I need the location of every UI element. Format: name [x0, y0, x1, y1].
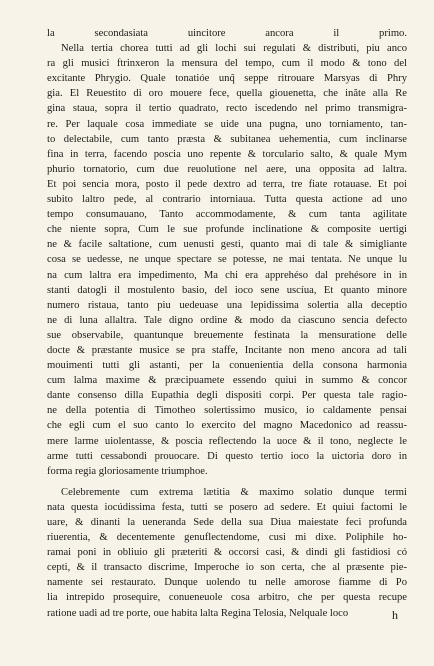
text-line: lia intrepido prosequire, conueneuole cosa arbitro, che per questa recupe [47, 592, 407, 604]
text-line: namente sei restaurato. Dunque uolendo tu nelle amorose fiamme di Po [47, 577, 407, 589]
text-line: excitante Phrygio. Quale tonatióe unq̃ seppe ritrouare Marsyas di Phry [47, 73, 407, 85]
text-line: gina staua, sopra il tertio quadrato, recto iscedendo nel primo transmigra- [47, 103, 407, 115]
text-line: stanti datogli il mostulento basio, del ioco sene uscíua, Et quanto minore [47, 284, 407, 296]
text-line: Nella tertia chorea tutti ad gli lochi sui regulati & distributi, piu anco [61, 43, 407, 55]
text-line: arme tutti cessabondi prouocare. Di questo tertio ioco la uictoria doro in [47, 450, 407, 462]
text-line: Et poi sencia mora, posto il pede dextro ad terra, tre fiate rotauase. Et poi [47, 178, 407, 190]
text-line: re. Per laquale cosa immediate se uide una pugna, uno torniamento, tan- [47, 118, 407, 130]
text-line: ne di luna allaltra. Tale digno ordine & modo da ciascuno sencia defecto [47, 314, 407, 326]
text-line: na cum laltra era impedimento, Ma chi era apprehéso dal prehésore in in [47, 269, 407, 281]
text-line: numero ristaua, tanto piu uedeuase una lepidissima solertia alla deceptio [47, 299, 407, 311]
text-line: la secondasiata uincitore ancora il primo. [47, 28, 407, 39]
text-line: Celebremente cum extrema lætitia & maximo solatio dunque termi [61, 486, 407, 498]
text-line: ne & facile saltatione, cum uenusti gesti, quanto mai di tale & simigliante [47, 239, 407, 251]
text-line: riuerentia, & decentemente genuflectendome, cusi mi dixe. Poliphile ho- [47, 532, 407, 544]
text-line: subito laltro pede, al contrario intorniaua. Tutta questa actione ad uno [47, 194, 407, 206]
signature-mark: h [392, 608, 398, 622]
text-line: gia. El Reuestito di oro mouere fece, quella giouenetta, che inăte alla Re [47, 88, 407, 100]
paragraph-2 [47, 485, 407, 621]
text-line: sue observabile, quantunque breuemente festinata la mensuratione delle [47, 329, 407, 341]
text-line: che egli cum el suo canto lo exercito del magno Macedonico ad reassu- [47, 420, 407, 432]
text-line: to delectabile, cum tanto præsta & subitanea uehementia, cum inclinarse [47, 133, 407, 145]
text-line: dante consenso dilla Eupathia degli dispositi corpi. Per questa tale ragio- [47, 390, 407, 402]
text-line: fina in terra, facendo poscia uno repente & torculario salto, & quale Mym [47, 148, 407, 160]
text-line: cosa se uedesse, ne unque spectare se potesse, ne mai tentata. Ne unque lu [47, 254, 407, 266]
text-line: ne della potentia di Timotheo solertissimo musico, io caldamente pensai [47, 405, 407, 417]
text-line: mouimenti tutti gli astanti, per la conuenientia della consona harmonia [47, 360, 407, 372]
text-line: ratione uadi ad tre porte, oue habita lalta Regina Telosia, Nelquale loco [47, 607, 349, 619]
text-line: tempo consumauano, Tanto accommodamente, & cum tanta agilitate [47, 209, 407, 221]
text-line: forma regia gloriosamente triumphoe. [47, 465, 208, 477]
text-line: che niente sopra, Cum le sue profunde inclinatione & composite uertigi [47, 224, 407, 236]
text-line: mere larme uiolentasse, & poscia reflectendo la uoce & il tono, neglecte le [47, 435, 407, 447]
text-line: nata questa iocúdissima festa, tutti se posero ad sedere. Et quiui factomi le [47, 501, 407, 513]
text-line: docte & præstante musice se pra staffe, Incitante non meno ancora ad tali [47, 344, 407, 356]
text-line: cepti, & il transacto discrime, Imperoche io son certa, che al præsente pie- [47, 562, 407, 574]
paragraph-1 [47, 26, 407, 479]
text-line: cum lalma maxime & præcipuamete essendo quiui in summo & concor [47, 375, 407, 387]
text-line: ramai poni in obliuio gli præteriti & occorsi casi, & dindi gli fastidiosi có [47, 547, 407, 559]
text-block [47, 26, 407, 621]
text-line: uare, & dinanti la ueneranda Sede della sua Diua maiestate feci profunda [47, 517, 407, 528]
text-line: ra gli musici ftrinxeron la mensura del tempo, cum il modo & tono del [47, 58, 407, 70]
text-line: phurio tornatorio, cum due reuolutione nel aere, una opposita ad laltra. [47, 163, 407, 175]
